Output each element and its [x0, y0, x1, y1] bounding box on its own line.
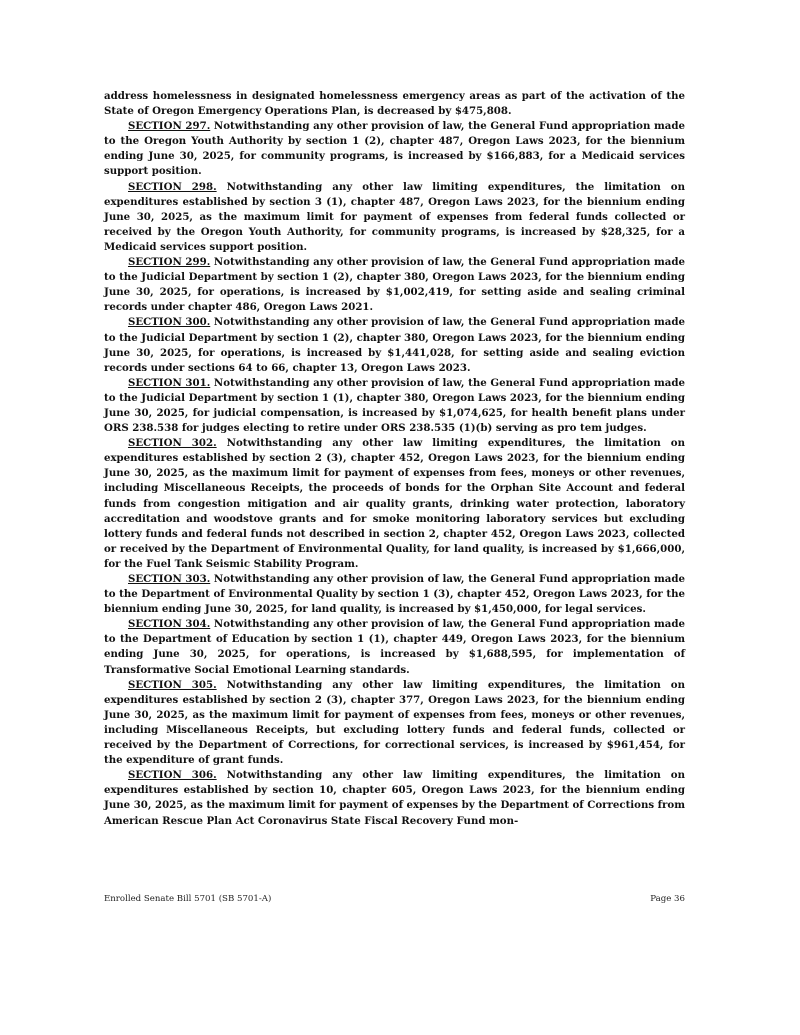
- section-297: [104, 119, 685, 179]
- section-body: Notwithstanding any other provision of law, the General Fund appropriation made to the Department of Environmental Quality by section 1 (3), chapter 452, Oregon Laws 2023, for the biennium ending June 30, 2025, for land quality, is increased by $1,450,000, for legal services.: [104, 573, 686, 616]
- footer-bill-title: Enrolled Senate Bill 5701 (SB 5701-A): [104, 894, 272, 904]
- section-body: Notwithstanding any other provision of law, the General Fund appropriation made to the Department of Education by section 1 (1), chapter 449, Oregon Laws 2023, for the biennium ending June 30, 2025, for operations, is increased by $1,688,595, for implementation of Transformative Social Emotional Learning standards.: [104, 618, 686, 676]
- section-305: [104, 678, 685, 769]
- section-body: Notwithstanding any other provision of law, the General Fund appropriation made to the Oregon Youth Authority by section 1 (2), chapter 487, Oregon Laws 2023, for the biennium ending June 30, 2025, for community programs, is increased by $166,883, for a Medicaid services support position.: [104, 120, 686, 178]
- section-number: SECTION 298.: [128, 180, 217, 193]
- footer-page-number: Page 36: [650, 894, 685, 904]
- section-303: [104, 572, 685, 617]
- section-299: [104, 255, 685, 315]
- section-body: Notwithstanding any other law limiting expenditures, the limitation on expenditures established by section 2 (3), chapter 452, Oregon Laws 2023, for the biennium ending June 30, 2025, as the maximum limit for payment of expenses from fees, moneys or other revenues, including Miscellaneous Receipts, the proceeds of bonds for the Orphan Site Account and federal funds from congestion mitigation and air quality grants, drinking water protection, laboratory accreditation and woodstove grants and for smoke monitoring laboratory services but excluding lottery funds and federal funds not described in section 2, chapter 452, Oregon Laws 2023, collected or received by the Department of Environmental Quality, for land quality, is increased by $1,666,000, for the Fuel Tank Seismic Stability Program.: [104, 437, 686, 570]
- section-body: Notwithstanding any other law limiting expenditures, the limitation on expenditures established by section 3 (1), chapter 487, Oregon Laws 2023, for the biennium ending June 30, 2025, as the maximum limit for payment of expenses from federal funds collected or received by the Oregon Youth Authority, for community programs, is increased by $28,325, for a Medicaid services support position.: [104, 180, 686, 253]
- section-body: Notwithstanding any other law limiting expenditures, the limitation on expenditures established by section 2 (3), chapter 377, Oregon Laws 2023, for the biennium ending June 30, 2025, as the maximum limit for payment of expenses from fees, moneys or other revenues, including Miscellaneous Receipts, but excluding lottery funds and federal funds, collected or received by the Department of Corrections, for correctional services, is increased by $961,454, for the expenditure of grant funds.: [104, 678, 686, 767]
- section-number: SECTION 305.: [128, 678, 217, 691]
- section-body: Notwithstanding any other provision of law, the General Fund appropriation made to the Judicial Department by section 1 (2), chapter 380, Oregon Laws 2023, for the biennium ending June 30, 2025, for operations, is increased by $1,002,419, for setting aside and sealing criminal records under chapter 486, Oregon Laws 2021.: [104, 256, 686, 314]
- section-306: [104, 768, 685, 828]
- section-298: [104, 180, 685, 255]
- section-number: SECTION 303.: [128, 573, 211, 585]
- section-number: SECTION 299.: [128, 256, 211, 269]
- section-body: Notwithstanding any other provision of law, the General Fund appropriation made to the Judicial Department by section 1 (2), chapter 380, Oregon Laws 2023, for the biennium ending June 30, 2025, for operations, is increased by $1,441,028, for setting aside and sealing eviction records under sections 64 to 66, chapter 13, Oregon Laws 2023.: [104, 316, 686, 374]
- section-304: [104, 617, 685, 677]
- section-body: Notwithstanding any other provision of law, the General Fund appropriation made to the Judicial Department by section 1 (1), chapter 380, Oregon Laws 2023, for the biennium ending June 30, 2025, for judicial compensation, is increased by $1,074,625, for health benefit plans under ORS 238.538 for judges electing to retire under ORS 238.535 (1)(b) serving as pro tem judges.: [104, 376, 686, 435]
- section-number: SECTION 302.: [128, 437, 217, 450]
- section-number: SECTION 301.: [128, 376, 211, 389]
- section-number: SECTION 304.: [128, 618, 211, 631]
- section-number: SECTION 306.: [128, 769, 217, 782]
- section-301: [104, 376, 685, 436]
- section-300: [104, 315, 685, 375]
- section-number: SECTION 300.: [128, 316, 211, 329]
- section-body: Notwithstanding any other law limiting expenditures, the limitation on expenditures established by section 10, chapter 605, Oregon Laws 2023, for the biennium ending June 30, 2025, as the maximum limit for payment of expenses by the Department of Corrections from American Rescue Plan Act Coronavirus State Fiscal Recovery Fund mon-: [104, 769, 686, 827]
- bill-text: [104, 89, 685, 829]
- continuation-paragraph: address homelessness in designated homelessness emergency areas as part of the activation of the State of Oregon Emergency Operations Plan, is decreased by $475,808.: [104, 90, 685, 118]
- section-number: SECTION 297.: [128, 120, 211, 133]
- section-302: [104, 436, 685, 572]
